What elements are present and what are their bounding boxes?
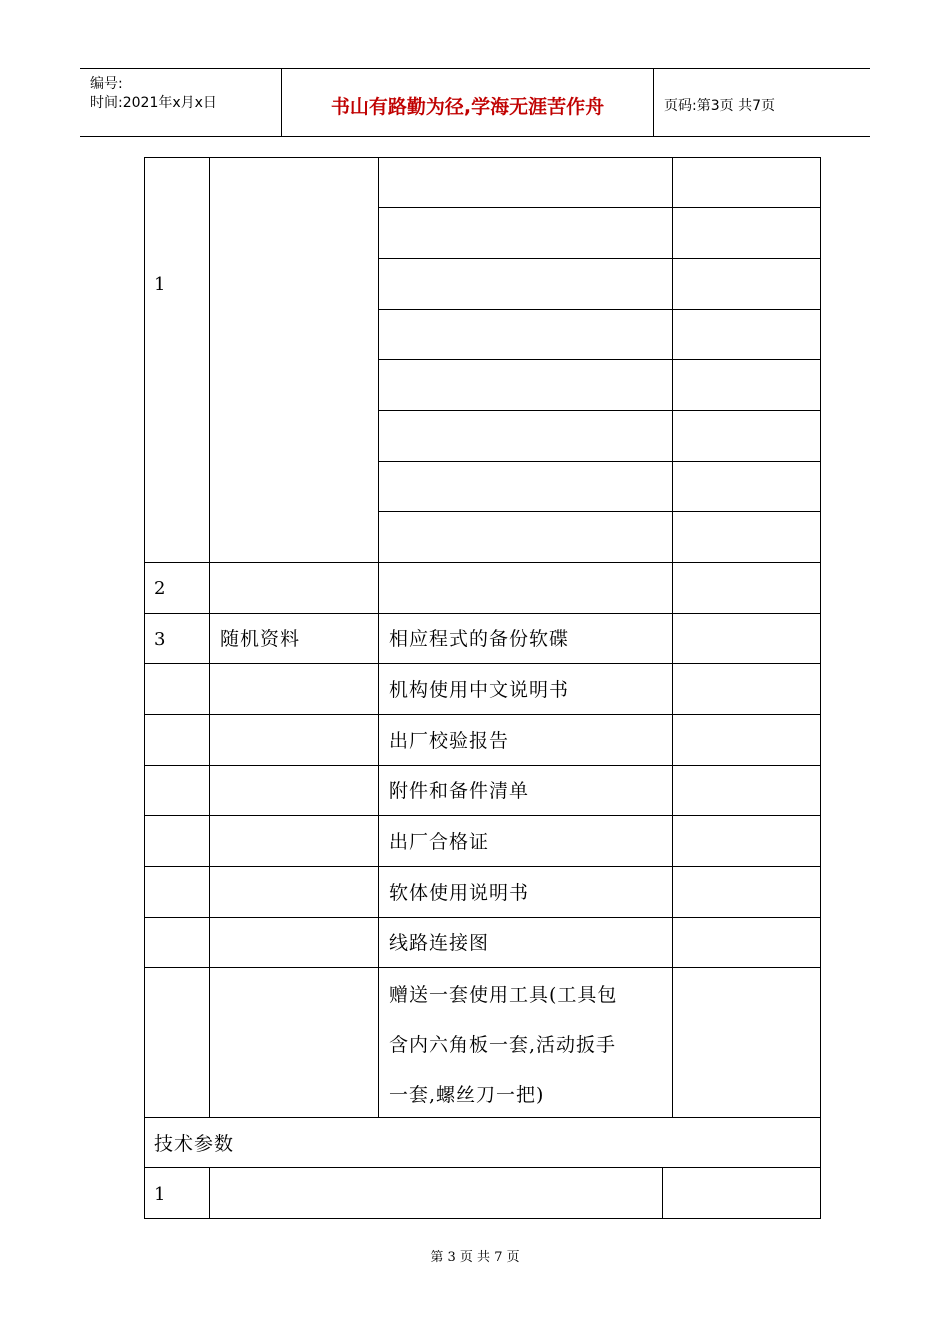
row-line-1d [378,359,821,360]
table-border-top [144,157,821,158]
row-line-12 [144,1167,821,1168]
header-motto: 书山有路勤为径,学海无涯苦作舟 [330,96,605,118]
table-border-right [820,157,821,1219]
doc-item-parts-list: 附件和备件清单 [389,780,530,802]
header-left-cell [80,69,282,136]
doc-item-backup-disk: 相应程式的备份软碟 [389,628,570,650]
header-right-cell [654,69,870,136]
tech-params-heading: 技术参数 [154,1133,235,1155]
row-line-1b [378,258,821,259]
table-border-left [144,157,145,1219]
row-line-1c [378,309,821,310]
tool-kit-line-2: 含内六角板一套,活动扳手 [389,1034,617,1056]
row-line-6 [144,765,821,766]
col-divider-tech-1 [209,1168,210,1219]
section-1-number: 1 [154,274,166,295]
section-3-number: 3 [154,629,166,650]
row-line-1a [378,207,821,208]
table-border-bottom [144,1218,821,1219]
row-line-3 [144,613,821,614]
col-divider-tech-2 [662,1168,663,1219]
row-line-5 [144,714,821,715]
tool-kit-line-3: 一套,螺丝刀一把) [389,1084,545,1106]
header-center-cell [282,69,654,136]
row-line-1g [378,511,821,512]
tech-row-1-number: 1 [154,1184,166,1205]
col-divider-3 [672,157,673,1118]
row-line-1e [378,410,821,411]
doc-item-certificate: 出厂合格证 [389,831,490,853]
document-number-label: 编号: [90,76,123,92]
doc-item-chinese-manual: 机构使用中文说明书 [389,679,570,701]
doc-item-software-manual: 软体使用说明书 [389,882,530,904]
doc-item-wiring-diagram: 线路连接图 [389,932,490,954]
section-2-number: 2 [154,578,166,599]
page-header [80,68,870,137]
row-line-2 [144,562,821,563]
row-line-1f [378,461,821,462]
row-line-7 [144,815,821,816]
document-time-label: 时间:2021年x月x日 [90,95,217,111]
doc-item-tool-kit [389,970,671,1120]
col-divider-1 [209,157,210,1118]
row-line-10 [144,967,821,968]
section-3-name: 随机资料 [220,628,301,650]
header-page-number: 页码:第3页 共7页 [664,98,775,114]
row-line-8 [144,866,821,867]
col-divider-2 [378,157,379,1118]
doc-item-calibration-report: 出厂校验报告 [389,730,510,752]
row-line-4 [144,663,821,664]
row-line-9 [144,917,821,918]
equipment-table [144,157,821,1219]
page-footer: 第 3 页 共 7 页 [430,1250,520,1265]
tool-kit-line-1: 赠送一套使用工具(工具包 [389,984,618,1006]
